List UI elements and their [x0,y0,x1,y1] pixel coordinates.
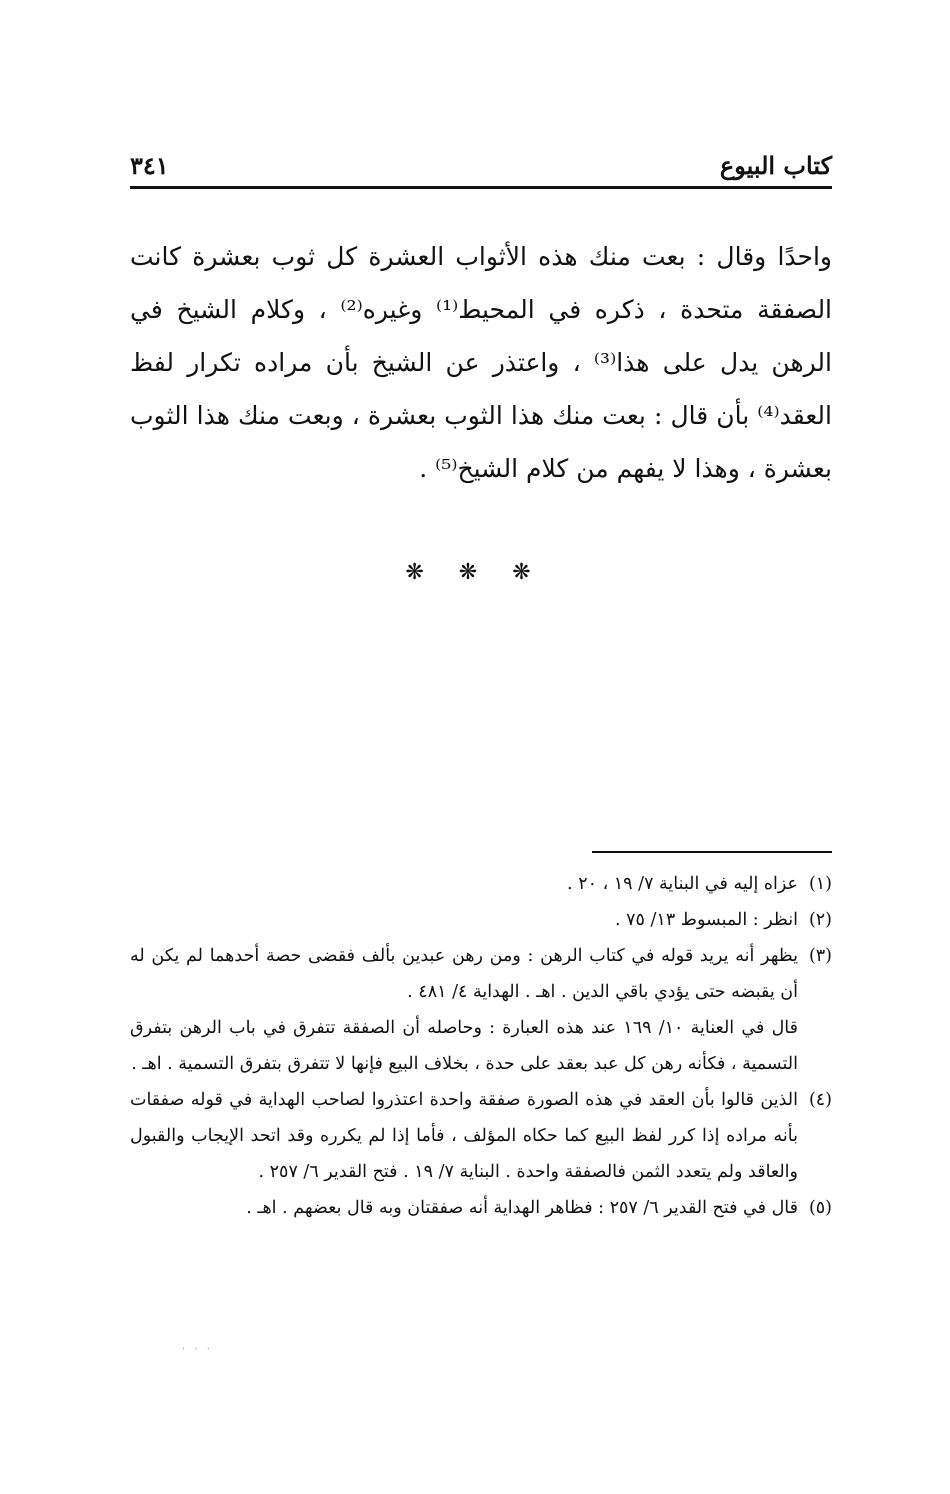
footnote-rule [592,851,832,853]
footnote-text [130,1190,798,1226]
main-paragraph: واحدًا وقال : بعت منك هذه الأثواب العشرة كل ثوب بعشرة كانت الصفقة متحدة ، ذكره في المحيط⁽¹⁾ وغيره⁽²⁾ ، وكلام الشيخ في الرهن يدل على هذا⁽³⁾ ، واعتذر عن الشيخ بأن مراده تكرار لفظ العقد⁽⁴⁾ بأن قال : بعت منك هذا الثوب بعشرة ، وبعت منك هذا الثوب بعشرة ، وهذا لا يفهم من كلام الشيخ⁽⁵⁾ . [130,242,833,483]
footnote-number: (٤) [808,1090,832,1110]
footnote [130,1190,832,1226]
footnote-paragraph: الذين قالوا بأن العقد في هذه الصورة صفقة واحدة اعتذروا لصاحب الهداية في قوله صفقات بأنه مراده إذا كرر لفظ البيع كما حكاه المؤلف ، فأما إذا لم يكرره وقد اتحد الإيجاب والقبول والعاقد ولم يتعدد الثمن فالصفقة واحدة . البناية ٧/ ١٩ . فتح القدير ٦/ ٢٥٧ . [130,1090,798,1182]
page-number: ٣٤١ [130,151,169,180]
footnote-number: (٣) [808,946,832,966]
footnote-paragraph: قال في العناية ١٠/ ١٦٩ عند هذه العبارة : وحاصله أن الصفقة تتفرق في باب الرهن بتفرق التسمية ، فكأنه رهن كل عبد بعقد على حدة ، بخلاف البيع فإنها لا تتفرق بتفرق التسمية . اهـ . [130,1018,798,1074]
footnote-text [130,1082,798,1190]
running-header [130,146,832,180]
footnote-number: (١) [808,874,832,894]
main-text [130,230,832,495]
footnote-text [130,938,798,1082]
footnote-number: (٥) [808,1198,832,1218]
footnote [130,1082,832,1190]
footnote-text [130,866,798,902]
footnotes [130,866,832,1226]
section-separator: ❋ ❋ ❋ [405,560,545,585]
footnote-paragraph: عزاه إليه في البناية ٧/ ١٩ ، ٢٠ . [567,874,798,894]
footnote-number: (٢) [808,910,832,930]
scan-speck: · · · [182,1344,213,1355]
footnote-paragraph: انظر : المبسوط ١٣/ ٧٥ . [615,910,798,930]
footnote-text [130,902,798,938]
footnote [130,902,832,938]
footnote-paragraph: يظهر أنه يريد قوله في كتاب الرهن : ومن رهن عبدين بألف فقضى حصة أحدهما لم يكن له أن يقبضه حتى يؤدي باقي الدين . اهـ . الهداية ٤/ ٤٨١ . [130,946,798,1002]
footnote [130,938,832,1082]
header-rule [130,186,832,189]
footnote-paragraph: قال في فتح القدير ٦/ ٢٥٧ : فظاهر الهداية أنه صفقتان وبه قال بعضهم . اهـ . [246,1198,798,1218]
footnote [130,866,832,902]
chapter-title: كتاب البيوع [719,151,832,180]
